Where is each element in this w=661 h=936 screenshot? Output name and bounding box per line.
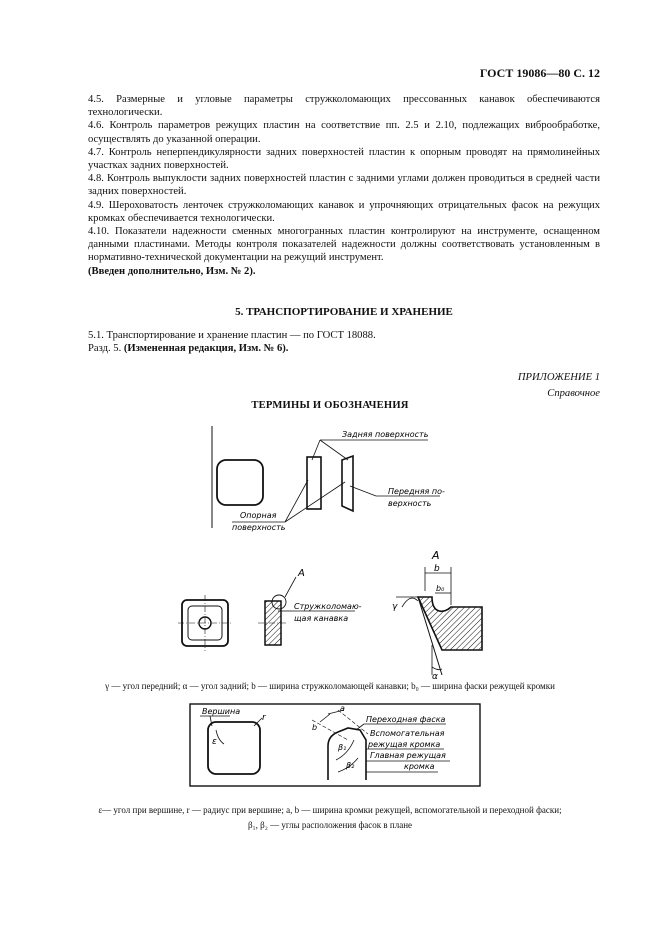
label-vspom-2: режущая кромка [368,740,441,749]
terms-title: ТЕРМИНЫ И ОБОЗНАЧЕНИЯ [251,400,409,411]
label-perehodnaya: Переходная фаска [366,715,446,724]
label-A-view: A [298,568,305,579]
groove-profile [418,597,482,650]
razd-amendment: (Измененная редакция, Изм. № 6). [123,343,289,355]
label-beta1: β₁ [338,743,347,752]
label-kanavka-1: Стружколомаю- [294,602,362,611]
caption-2b: β₁, β₂ — углы расположения фасок в плане [247,820,413,830]
insert-side-view-2 [342,456,353,511]
label-perednyaya-2: верхность [388,499,432,508]
label-alpha: α [432,672,438,682]
body-text [88,93,600,278]
label-r: r [262,713,266,723]
insert-vertex-view [208,722,260,774]
appendix-label: ПРИЛОЖЕНИЕ 1 [517,372,600,383]
figure-surfaces [200,420,480,535]
para-4-7: 4.7. Контроль неперпендикулярности задних поверхностей пластин к опорным проводят на прямолинейных участках задних поверхностей. [88,146,600,172]
appendix-type: Справочное [547,388,600,399]
razd-prefix: Разд. 5. [88,343,124,355]
insert-side-view [307,457,321,509]
label-A-detail: A [432,549,440,562]
caption-1: γ — угол передний; α — угол задний; b — ширина стружколомающей канавки; b₀ — ширина фаски режущей кромки [105,681,555,691]
label-a: a [340,704,345,713]
section-title: 5. ТРАНСПОРТИРОВАНИЕ И ХРАНЕНИЕ [235,306,453,318]
page-header: ГОСТ 19086—80 С. 12 [479,66,600,80]
note-amendment-2: (Введен дополнительно, Изм. № 2). [88,265,256,277]
label-b0: b₀ [436,584,445,593]
label-vershina: Вершина [202,707,241,716]
label-zadnyaya: Задняя поверхность [342,430,429,439]
label-opornaya-1: Опорная [240,511,277,520]
para-4-9: 4.9. Шероховатость ленточек стружколомающих канавок и упрочняющих отрицательных фасок на режущих кромках обеспечивается технологически. [88,199,600,224]
label-kanavka-2: щая канавка [294,614,349,623]
para-4-10: 4.10. Показатели надежности сменных многогранных пластин контролируют на инструменте, оснащенном данными пластинами. Методы контроля показателей надежности должны соответствовать установленным в нормативно-технической документации на режущий инструмент. [88,226,600,264]
label-b-vertex: b [312,723,318,732]
label-opornaya-2: поверхность [232,523,286,532]
vertex-profile [328,728,366,780]
para-4-8: 4.8. Контроль выпуклости задних поверхностей пластин с задними углами должен проводиться в средней части задних поверхностей. [88,173,600,198]
razd-5-note [88,342,600,355]
label-beta2: β₂ [346,761,355,770]
para-4-6: 4.6. Контроль параметров режущих пластин на соответствие пп. 2.5 и 2.10, подлежащих виброобработке, осуществлять до указанной операции. [88,120,600,145]
label-glav-2: кромка [404,762,435,771]
para-4-5-text: 4.5. Размерные и угловые параметры стружколомающих прессованных канавок обеспечиваются технологически. [88,94,600,119]
figure-vertex [188,700,488,790]
label-b: b [434,564,440,574]
label-glav-1: Главная режущая [370,751,446,760]
figure-groove [170,545,500,690]
para-5-1: 5.1. Транспортирование и хранение пластин — по ГОСТ 18088. [88,330,376,341]
insert-top-view [217,460,263,505]
label-vspom-1: Вспомогательная [370,729,445,738]
section-5-text [88,329,600,355]
caption-2a: ε— угол при вершине, r — радиус при вершине; a, b — ширина кромки режущей, вспомогательной и переходной фаски; [98,805,562,815]
label-gamma: γ [392,602,398,612]
label-perednyaya-1: Передняя по- [388,487,445,496]
para-4-5 [88,93,600,119]
label-eps: ε [212,737,217,747]
